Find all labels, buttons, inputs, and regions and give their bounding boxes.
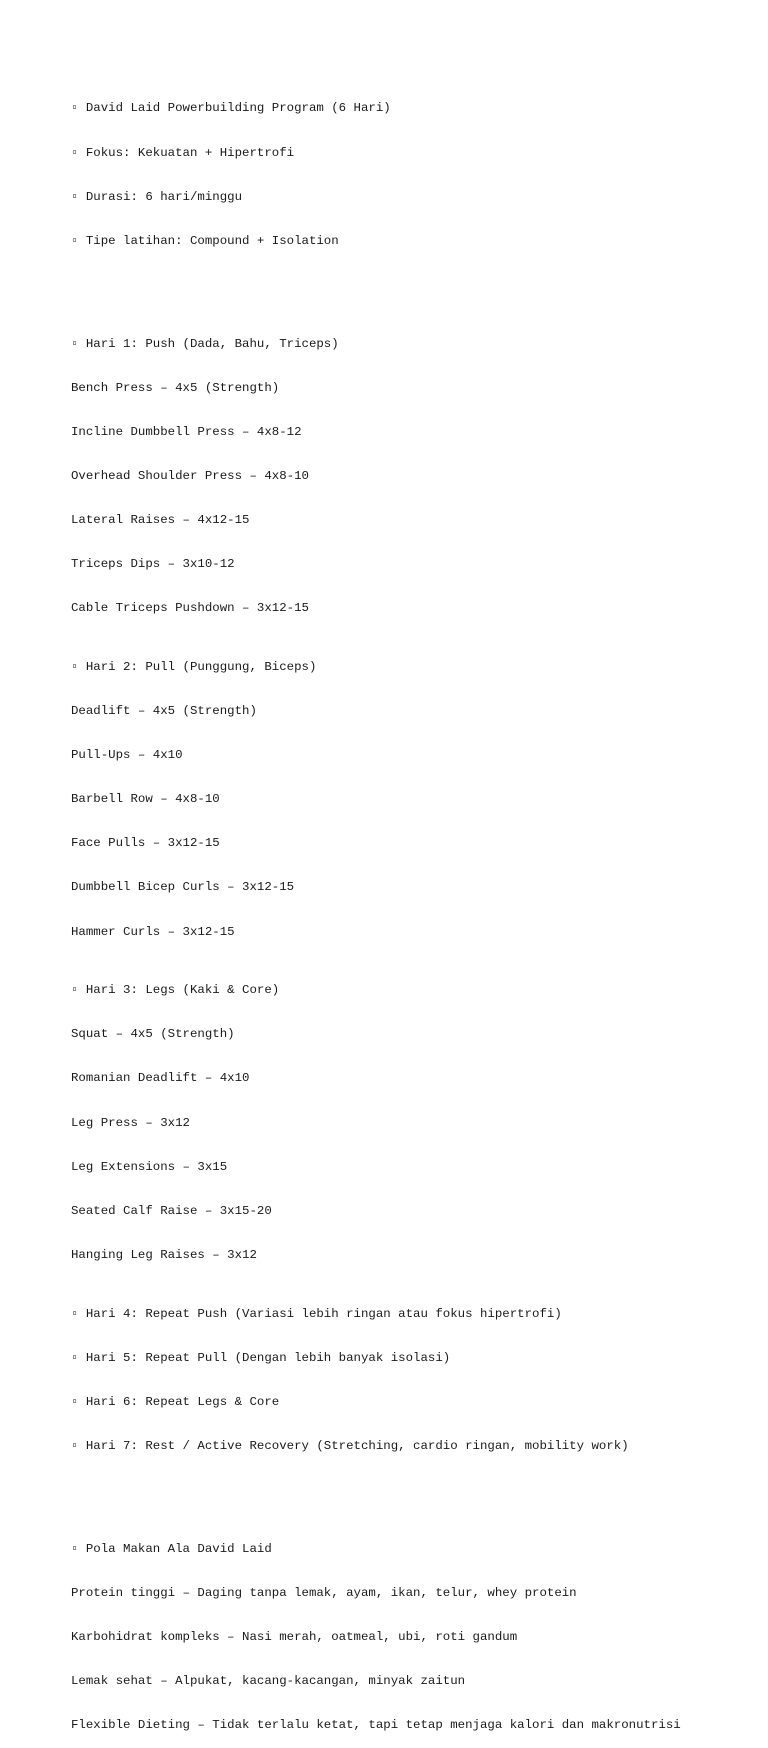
exercise-item: Hanging Leg Raises – 3x12 (71, 1247, 257, 1262)
program-title: ▫ David Laid Powerbuilding Program (6 Hari) (71, 101, 391, 116)
exercise-item: Cable Triceps Pushdown – 3x12-15 (71, 601, 309, 616)
day6-heading: ▫ Hari 6: Repeat Legs & Core (71, 1394, 280, 1409)
day2-heading: ▫ Hari 2: Pull (Punggung, Biceps) (71, 659, 317, 674)
day3-heading: ▫ Hari 3: Legs (Kaki & Core) (71, 983, 280, 998)
exercise-item: Seated Calf Raise – 3x15-20 (71, 1203, 272, 1218)
diet-item: Karbohidrat kompleks – Nasi merah, oatmeal, ubi, roti gandum (71, 1630, 518, 1645)
exercise-item: Pull-Ups – 4x10 (71, 748, 183, 763)
day1-heading: ▫ Hari 1: Push (Dada, Bahu, Triceps) (71, 336, 339, 351)
exercise-item: Face Pulls – 3x12-15 (71, 836, 220, 851)
exercise-item: Squat – 4x5 (Strength) (71, 1027, 235, 1042)
day7-heading: ▫ Hari 7: Rest / Active Recovery (Stretching, cardio ringan, mobility work) (71, 1438, 629, 1453)
diet-heading: ▫ Pola Makan Ala David Laid (71, 1541, 272, 1556)
program-focus: ▫ Fokus: Kekuatan + Hipertrofi (71, 145, 295, 160)
spacer (71, 1483, 761, 1498)
exercise-item: Deadlift – 4x5 (Strength) (71, 704, 257, 719)
diet-item: Flexible Dieting – Tidak terlalu ketat, tapi tetap menjaga kalori dan makronutrisi (71, 1718, 681, 1733)
diet-item: Lemak sehat – Alpukat, kacang-kacangan, minyak zaitun (71, 1674, 466, 1689)
document-body (71, 72, 761, 1748)
spacer (71, 278, 761, 293)
exercise-item: Hammer Curls – 3x12-15 (71, 924, 235, 939)
exercise-item: Bench Press – 4x5 (Strength) (71, 380, 280, 395)
day4-heading: ▫ Hari 4: Repeat Push (Variasi lebih ringan atau fokus hipertrofi) (71, 1306, 562, 1321)
exercise-item: Romanian Deadlift – 4x10 (71, 1071, 250, 1086)
exercise-item: Leg Extensions – 3x15 (71, 1159, 228, 1174)
exercise-item: Leg Press – 3x12 (71, 1115, 190, 1130)
day5-heading: ▫ Hari 5: Repeat Pull (Dengan lebih banyak isolasi) (71, 1350, 451, 1365)
exercise-item: Lateral Raises – 4x12-15 (71, 512, 250, 527)
program-type: ▫ Tipe latihan: Compound + Isolation (71, 233, 339, 248)
exercise-item: Dumbbell Bicep Curls – 3x12-15 (71, 880, 295, 895)
exercise-item: Triceps Dips – 3x10-12 (71, 557, 235, 572)
exercise-item: Overhead Shoulder Press – 4x8-10 (71, 468, 309, 483)
exercise-item: Barbell Row – 4x8-10 (71, 792, 220, 807)
exercise-item: Incline Dumbbell Press – 4x8-12 (71, 424, 302, 439)
program-duration: ▫ Durasi: 6 hari/minggu (71, 189, 243, 204)
diet-item: Protein tinggi – Daging tanpa lemak, ayam, ikan, telur, whey protein (71, 1585, 577, 1600)
